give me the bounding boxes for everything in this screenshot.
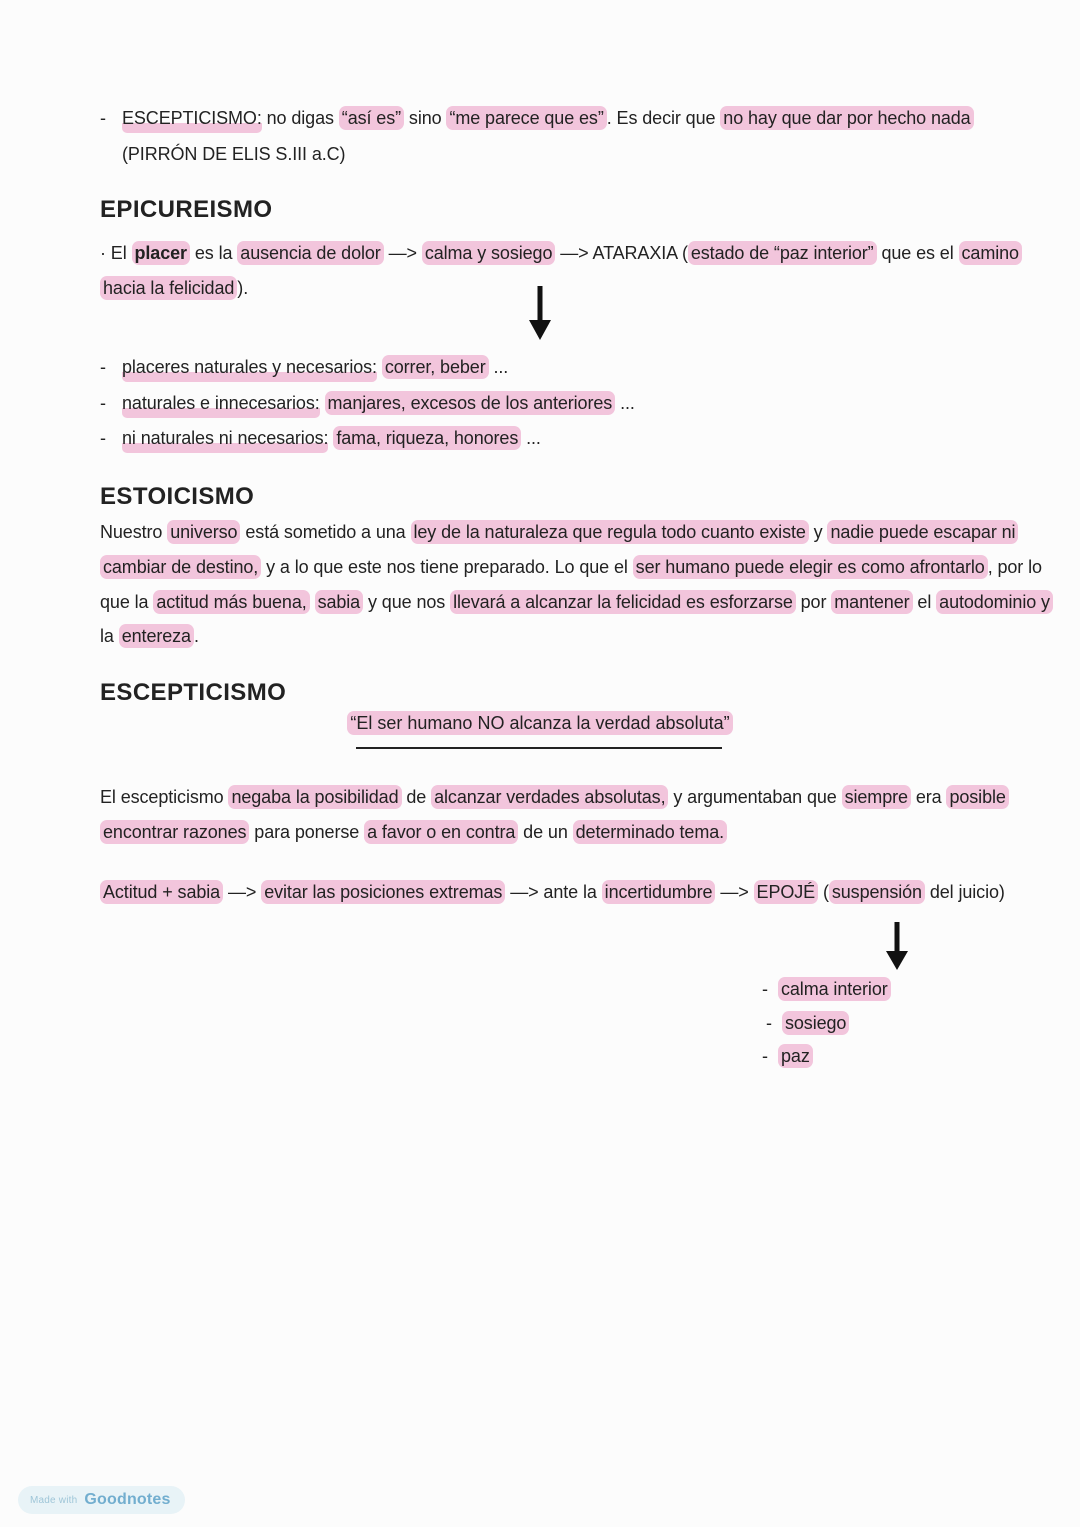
estoicismo-line2: cambiar de destino, y a lo que este nos tiene preparado. Lo que el ser humano puede elegir es como afrontarlo , por lo: [100, 552, 1042, 582]
estoicismo-line1: Nuestro universo está sometido a una ley de la naturaleza que regula todo cuanto existe y nadie puede escapar ni: [100, 517, 1018, 547]
epoje-result-item: [766, 1008, 849, 1038]
pleasure-item: [100, 352, 508, 382]
heading-escepticismo: ESCEPTICISMO: [100, 679, 287, 706]
bullet-dash: -: [762, 979, 768, 999]
bullet-dash: -: [100, 393, 106, 413]
epicureismo-line2: hacia la felicidad ).: [100, 273, 248, 303]
bullet-escepticismo-line2: (PIRRÓN DE ELIS S.III a.C): [122, 144, 346, 164]
bullet-dash: -: [100, 357, 106, 377]
estoicismo-line3: que la actitud más buena, sabia y que nos llevará a alcanzar la felicidad es esforzarse por mantener el autodominio y: [100, 587, 1053, 617]
heading-estoicismo: ESTOICISMO: [100, 483, 255, 510]
heading-epicureismo: EPICUREISMO: [100, 196, 273, 223]
pleasure-item-text: placeres naturales y necesarios: correr, beber ...: [122, 355, 508, 382]
pleasure-item: [100, 423, 541, 453]
pleasure-item: [100, 388, 635, 418]
epoje-result-text: paz: [778, 1044, 813, 1068]
pleasure-item-text: naturales e innecesarios: manjares, excesos de los anteriores ...: [122, 391, 635, 418]
epoje-result-text: sosiego: [782, 1011, 849, 1035]
epoje-result-text: calma interior: [778, 977, 891, 1001]
bullet-dash: -: [766, 1013, 772, 1033]
made-with-label: Made with: [30, 1494, 78, 1506]
escepticismo-quote: “El ser humano NO alcanza la verdad absoluta”: [0, 713, 1080, 734]
estoicismo-line4: la entereza .: [100, 626, 199, 646]
escepticismo-para-line1: El escepticismo negaba la posibilidad de alcanzar verdades absolutas, y argumentaban que siempre era posible: [100, 782, 1009, 812]
epicureismo-line1: · El placer es la ausencia de dolor —> calma y sosiego —> ATARAXIA ( estado de “paz interior” que es el camino: [100, 238, 1022, 268]
down-arrow-icon: [886, 922, 908, 975]
down-arrow-icon: [528, 286, 552, 345]
bullet-escepticismo-line1: [100, 103, 974, 133]
actitud-line: Actitud + sabia —> evitar las posiciones extremas —> ante la incertidumbre —> EPOJÉ ( suspensión del juicio): [100, 877, 1005, 907]
quote-underline: [356, 747, 722, 749]
bullet-dash: -: [100, 428, 106, 448]
escepticismo-para-line2: encontrar razones para ponerse a favor o en contra de un determinado tema.: [100, 817, 727, 847]
pleasure-item-text: ni naturales ni necesarios: fama, riqueza, honores ...: [122, 426, 541, 453]
epoje-result-item: [762, 974, 891, 1004]
bullet-escepticismo-text: ESCEPTICISMO: no digas “así es” sino “me parece que es” . Es decir que no hay que dar por hecho nada: [122, 106, 974, 133]
goodnotes-badge[interactable]: [18, 1486, 185, 1514]
epoje-result-item: [762, 1041, 813, 1071]
bullet-dash: -: [762, 1046, 768, 1066]
goodnotes-logo: Goodnotes: [84, 1491, 171, 1508]
bullet-dash: -: [100, 108, 106, 128]
